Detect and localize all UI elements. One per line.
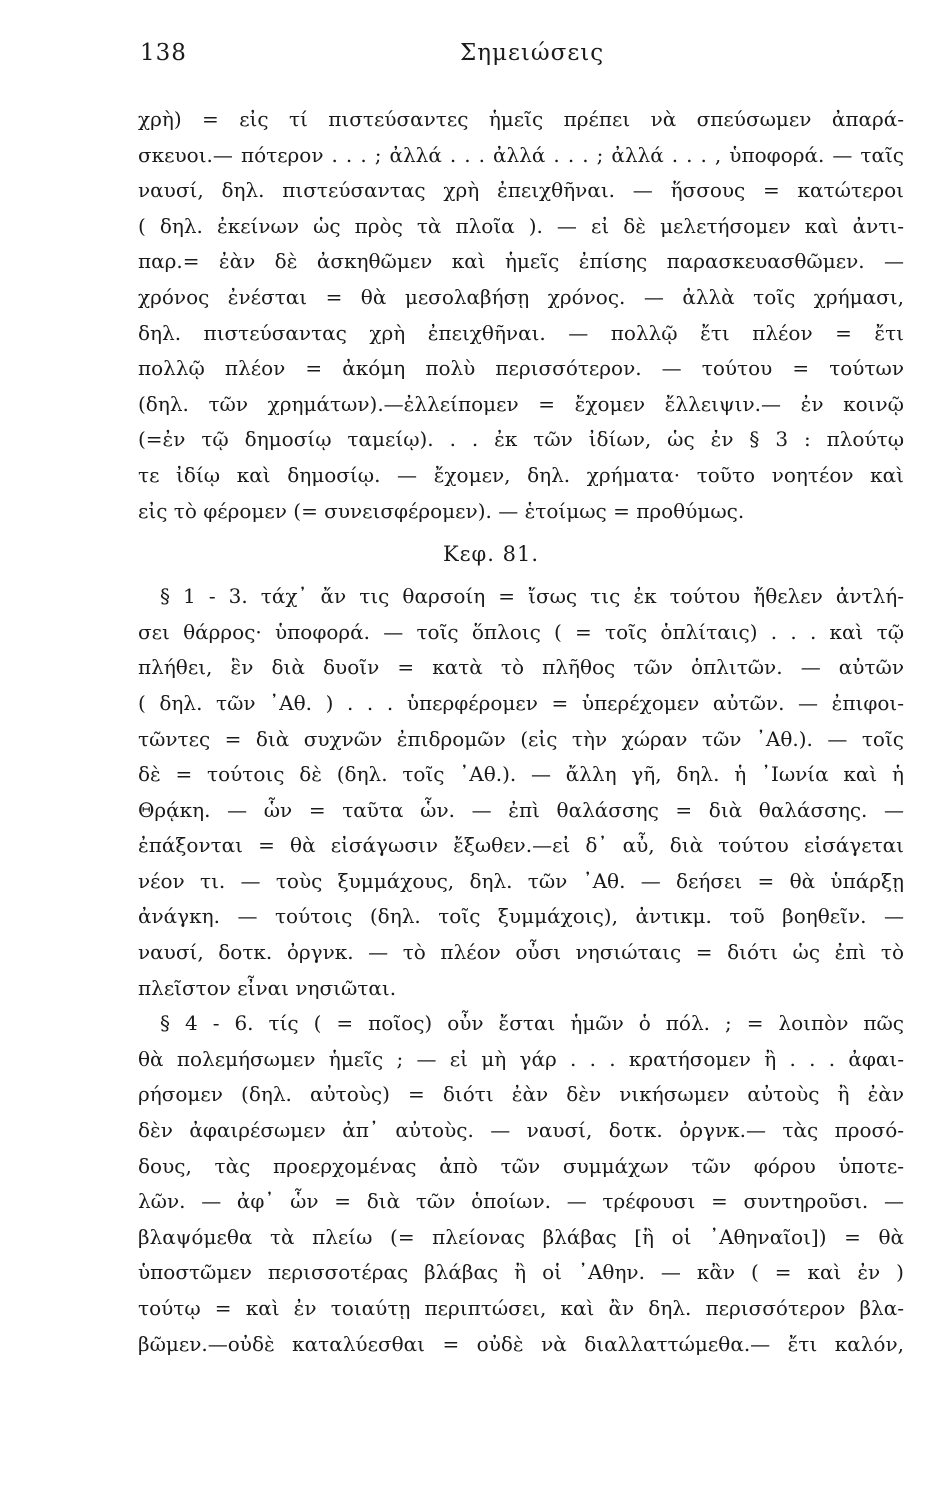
text-line: χρὴ) = εἰς τί πιστεύσαντες ἡμεῖς πρέπει νὰ σπεύσωμεν ἀπαρά- — [138, 107, 904, 131]
text-line: § 1 - 3. τάχ᾽ ἄν τις θαρσοίη = ἴσως τις ἐκ τούτου ἤθελεν ἀντλή- — [160, 584, 904, 609]
text-line: ὑποστῶμεν περισσοτέρας βλάβας ἢ οἱ ᾽Αθην. — κἂν ( = καὶ ἐν ) — [138, 1260, 904, 1285]
running-title: Σημειώσεις — [460, 40, 605, 66]
page-number: 138 — [140, 40, 187, 66]
running-head — [140, 40, 900, 80]
text-line: εἰς τὸ φέρομεν (= συνεισφέρομεν). — ἑτοίμως = προθύμως. — [138, 498, 745, 523]
text-line: δους, τὰς προερχομένας ἀπὸ τῶν συμμάχων τῶν φόρου ὑποτε- — [138, 1153, 904, 1178]
text-line: σκευοι.— πότερον . . . ; ἀλλά . . . ἀλλά . . . ; ἀλλά . . . , ὑποφορά. — ταῖς — [138, 142, 904, 167]
text-line: ρήσομεν (δηλ. αὐτοὺς) = διότι ἐὰν δὲν νικήσωμεν αὐτοὺς ἢ ἐὰν — [138, 1082, 904, 1107]
text-line: (=ἐν τῷ δημοσίῳ ταμείῳ). . . ἐκ τῶν ἰδίων, ὡς ἐν § 3 : πλούτῳ — [138, 427, 904, 452]
text-line: δὲ = τούτοις δὲ (δηλ. τοῖς ᾽Αθ.). — ἄλλη γῆ, δηλ. ἡ ᾽Ιωνία καὶ ἡ — [138, 762, 904, 787]
text-line: λῶν. — ἀφ᾽ ὧν = διὰ τῶν ὁποίων. — τρέφουσι = συντηροῦσι. — — [138, 1189, 904, 1214]
notes-paragraph — [138, 1006, 904, 1362]
notes-paragraph — [138, 102, 904, 529]
text-line: βῶμεν.—οὐδὲ καταλύεσθαι = οὐδὲ νὰ διαλλαττώμεθα.— ἔτι καλόν, — [138, 1331, 904, 1356]
text-line: ναυσί, δηλ. πιστεύσαντας χρὴ ἐπειχθῆναι. — ἥσσους = κατώτεροι — [138, 178, 904, 203]
text-line: (δηλ. τῶν χρημάτων).—ἐλλείπομεν = ἔχομεν ἔλλειψιν.— ἐν κοινῷ — [138, 391, 904, 416]
text-line: σει θάρρος· ὑποφορά. — τοῖς ὅπλοις ( = τοῖς ὁπλίταις) . . . καὶ τῷ — [138, 619, 904, 644]
text-line: πολλῷ πλέον = ἀκόμη πολὺ περισσότερον. — τούτου = τούτων — [138, 356, 904, 381]
text-line: ( δηλ. ἐκείνων ὡς πρὸς τὰ πλοῖα ). — εἰ δὲ μελετήσομεν καὶ ἀντι- — [138, 213, 904, 238]
text-line: τε ἰδίῳ καὶ δημοσίῳ. — ἔχομεν, δηλ. χρήματα· τοῦτο νοητέον καὶ — [138, 462, 904, 487]
text-line: δὲν ἀφαιρέσωμεν ἀπ᾽ αὐτοὺς. — ναυσί, δοτκ. ὀργνκ.— τὰς προσό- — [138, 1118, 904, 1143]
text-line: ( δηλ. τῶν ᾽Αθ. ) . . . ὑπερφέρομεν = ὑπερέχομεν αὐτῶν. — ἐπιφοι- — [138, 690, 904, 715]
text-line: δηλ. πιστεύσαντας χρὴ ἐπειχθῆναι. — πολλῷ ἔτι πλέον = ἔτι — [138, 320, 904, 345]
text-line: βλαψόμεθα τὰ πλείω (= πλείονας βλάβας [ἢ οἱ ᾽Αθηναῖοι]) = θὰ — [138, 1224, 904, 1249]
text-line: § 4 - 6. τίς ( = ποῖος) οὖν ἔσται ἡμῶν ὁ πόλ. ; = λοιπὸν πῶς — [160, 1011, 904, 1036]
text-line: θὰ πολεμήσωμεν ἡμεῖς ; — εἰ μὴ γάρ . . . κρατήσομεν ἢ . . . ἀφαι- — [138, 1046, 904, 1071]
text-line: ναυσί, δοτκ. ὀργνκ. — τὸ πλέον οὖσι νησιώταις = διότι ὡς ἐπὶ τὸ — [138, 940, 904, 965]
text-line: ἀνάγκη. — τούτοις (δηλ. τοῖς ξυμμάχοις), ἀντικμ. τοῦ βοηθεῖν. — — [138, 904, 904, 929]
text-line: νέον τι. — τοὺς ξυμμάχους, δηλ. τῶν ᾽Αθ. — δεήσει = θὰ ὑπάρξῃ — [138, 868, 904, 893]
text-line: παρ.= ἐὰν δὲ ἀσκηθῶμεν καὶ ἡμεῖς ἐπίσης παρασκευασθῶμεν. — — [138, 249, 904, 274]
text-line: τούτῳ = καὶ ἐν τοιαύτῃ περιπτώσει, καὶ ἂν δηλ. περισσότερον βλα- — [138, 1296, 904, 1320]
text-line: χρόνος ἐνέσται = θὰ μεσολαβήσῃ χρόνος. — ἀλλὰ τοῖς χρήμασι, — [138, 284, 904, 309]
notes-paragraph — [138, 579, 904, 1006]
text-line: πλήθει, ἓν διὰ δυοῖν = κατὰ τὸ πλῆθος τῶν ὁπλιτῶν. — αὐτῶν — [138, 655, 904, 680]
text-line: Θρᾴκη. — ὧν = ταῦτα ὧν. — ἐπὶ θαλάσσης = διὰ θαλάσσης. — — [138, 797, 904, 822]
chapter-heading: Κεφ. 81. — [442, 542, 540, 567]
notes-text — [138, 102, 904, 1362]
text-line: πλεῖστον εἶναι νησιῶται. — [138, 975, 397, 1000]
text-line: τῶντες = διὰ συχνῶν ἐπιδρομῶν (εἰς τὴν χώραν τῶν ᾽Αθ.). — τοῖς — [138, 726, 904, 751]
text-line: ἐπάξονται = θὰ εἰσάγωσιν ἔξωθεν.—εἰ δ᾽ αὖ, διὰ τούτου εἰσάγεται — [138, 833, 904, 858]
